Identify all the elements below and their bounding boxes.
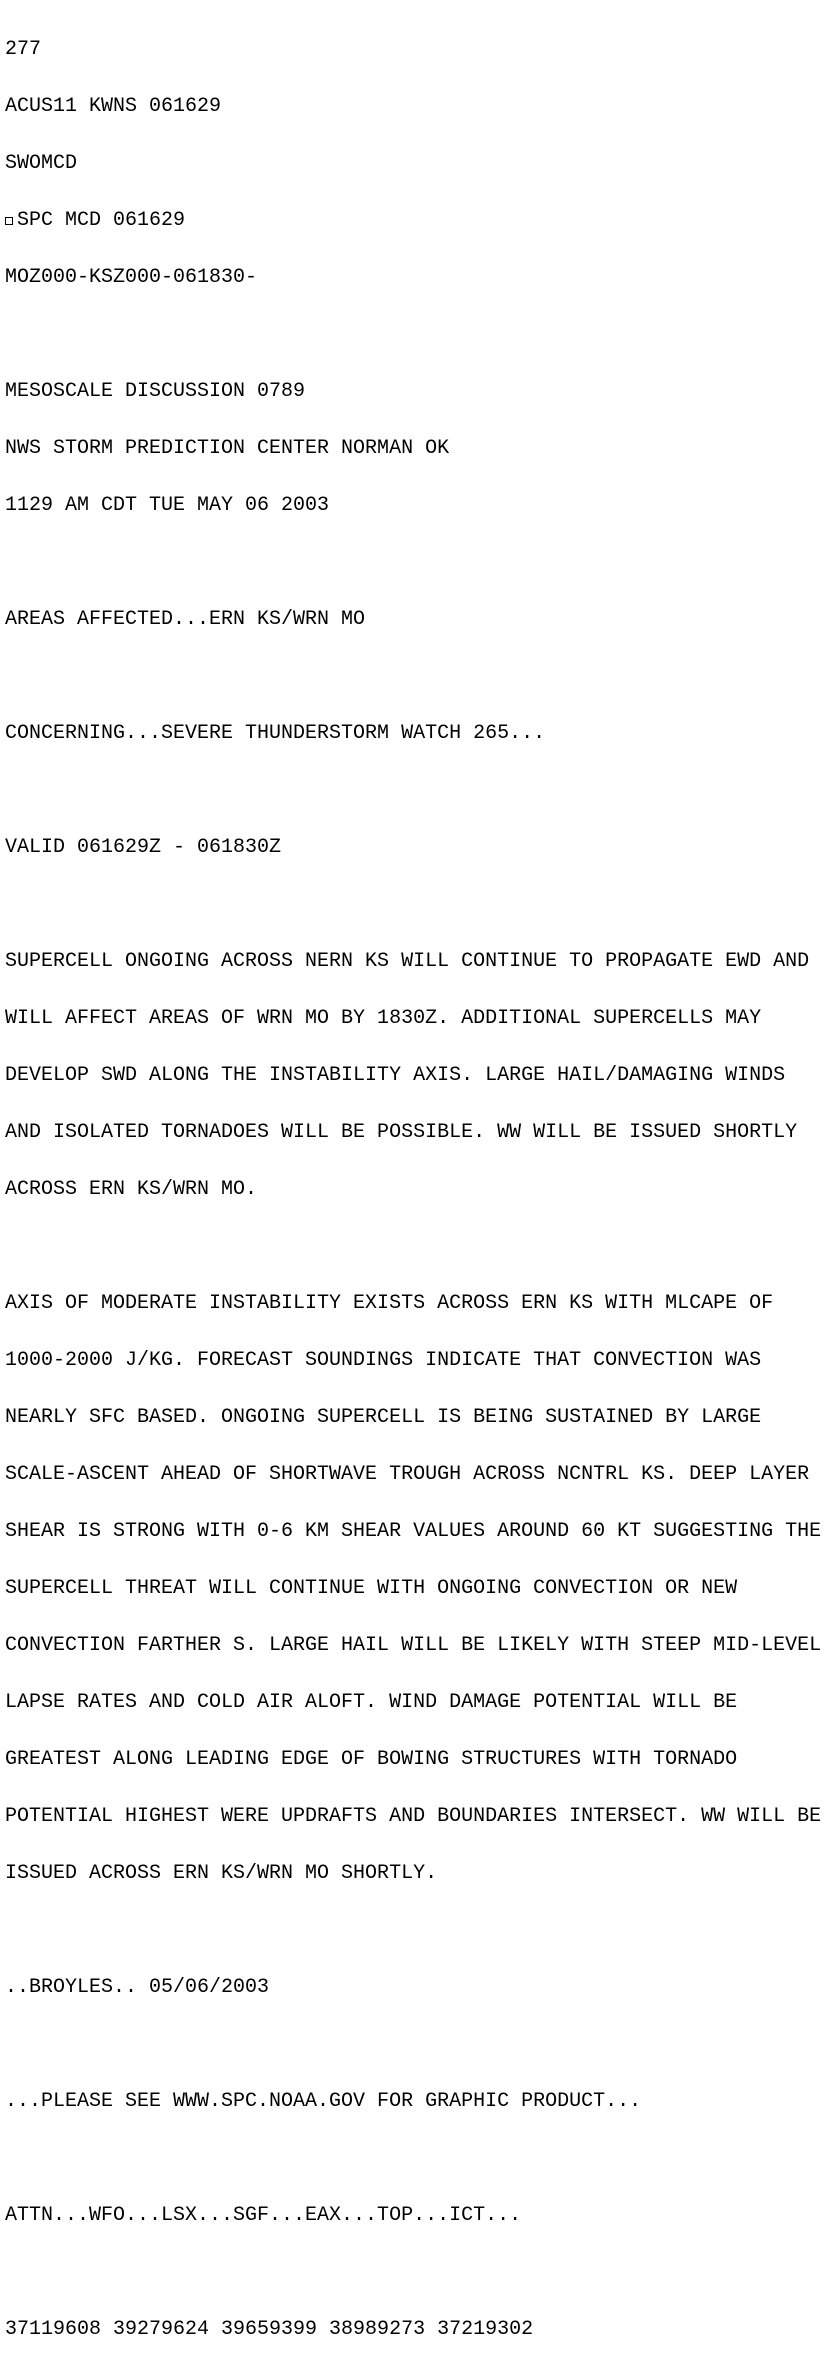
- doc-line: ACUS11 KWNS 061629: [5, 95, 222, 118]
- doc-line: VALID 061629Z - 061830Z: [5, 836, 282, 859]
- doc-line: WILL AFFECT AREAS OF WRN MO BY 1830Z. ADDITIONAL SUPERCELLS MAY: [5, 1007, 762, 1030]
- doc-line: SCALE-ASCENT AHEAD OF SHORTWAVE TROUGH ACROSS NCNTRL KS. DEEP LAYER: [5, 1463, 810, 1486]
- doc-line: ..BROYLES.. 05/06/2003: [5, 1976, 270, 1999]
- doc-line: [5, 325, 825, 344]
- doc-line: [5, 781, 825, 800]
- doc-line: MOZ000-KSZ000-061830-: [5, 266, 258, 289]
- doc-line: SHEAR IS STRONG WITH 0-6 KM SHEAR VALUES AROUND 60 KT SUGGESTING THE: [5, 1520, 822, 1543]
- doc-line: POTENTIAL HIGHEST WERE UPDRAFTS AND BOUNDARIES INTERSECT. WW WILL BE: [5, 1805, 822, 1828]
- doc-line: ATTN...WFO...LSX...SGF...EAX...TOP...ICT...: [5, 2204, 522, 2227]
- doc-line: [5, 667, 825, 686]
- doc-line: AND ISOLATED TORNADOES WILL BE POSSIBLE. WW WILL BE ISSUED SHORTLY: [5, 1121, 798, 1144]
- doc-line: 1129 AM CDT TUE MAY 06 2003: [5, 494, 330, 517]
- doc-line: CONVECTION FARTHER S. LARGE HAIL WILL BE LIKELY WITH STEEP MID-LEVEL: [5, 1634, 822, 1657]
- doc-line: AREAS AFFECTED...ERN KS/WRN MO: [5, 608, 366, 631]
- doc-line: 37119608 39279624 39659399 38989273 37219302: [5, 2318, 534, 2341]
- doc-line: CONCERNING...SEVERE THUNDERSTORM WATCH 265...: [5, 722, 546, 745]
- doc-line: NWS STORM PREDICTION CENTER NORMAN OK: [5, 437, 450, 460]
- doc-line: SUPERCELL ONGOING ACROSS NERN KS WILL CONTINUE TO PROPAGATE EWD AND: [5, 950, 810, 973]
- doc-line: GREATEST ALONG LEADING EDGE OF BOWING STRUCTURES WITH TORNADO: [5, 1748, 738, 1771]
- doc-line: NEARLY SFC BASED. ONGOING SUPERCELL IS BEING SUSTAINED BY LARGE: [5, 1406, 762, 1429]
- doc-line: [5, 2149, 825, 2168]
- doc-line: [5, 2035, 825, 2054]
- doc-line: AXIS OF MODERATE INSTABILITY EXISTS ACROSS ERN KS WITH MLCAPE OF: [5, 1292, 774, 1315]
- doc-line: MESOSCALE DISCUSSION 0789: [5, 380, 306, 403]
- doc-line-text: SPC MCD 061629: [17, 209, 186, 232]
- doc-line-with-box: [5, 211, 825, 230]
- doc-line: 277: [5, 38, 42, 61]
- doc-line: [5, 2263, 825, 2282]
- doc-line: DEVELOP SWD ALONG THE INSTABILITY AXIS. LARGE HAIL/DAMAGING WINDS: [5, 1064, 786, 1087]
- doc-line: SWOMCD: [5, 152, 78, 175]
- control-char-box-icon: [5, 217, 13, 225]
- doc-line: LAPSE RATES AND COLD AIR ALOFT. WIND DAMAGE POTENTIAL WILL BE: [5, 1691, 738, 1714]
- doc-line: ...PLEASE SEE WWW.SPC.NOAA.GOV FOR GRAPHIC PRODUCT...: [5, 2090, 642, 2113]
- doc-line: ACROSS ERN KS/WRN MO.: [5, 1178, 258, 1201]
- doc-line: [5, 1237, 825, 1256]
- doc-line: [5, 895, 825, 914]
- doc-line: 1000-2000 J/KG. FORECAST SOUNDINGS INDICATE THAT CONVECTION WAS: [5, 1349, 762, 1372]
- doc-line: SUPERCELL THREAT WILL CONTINUE WITH ONGOING CONVECTION OR NEW: [5, 1577, 738, 1600]
- doc-line: ISSUED ACROSS ERN KS/WRN MO SHORTLY.: [5, 1862, 438, 1885]
- doc-line: [5, 1921, 825, 1940]
- doc-line: [5, 553, 825, 572]
